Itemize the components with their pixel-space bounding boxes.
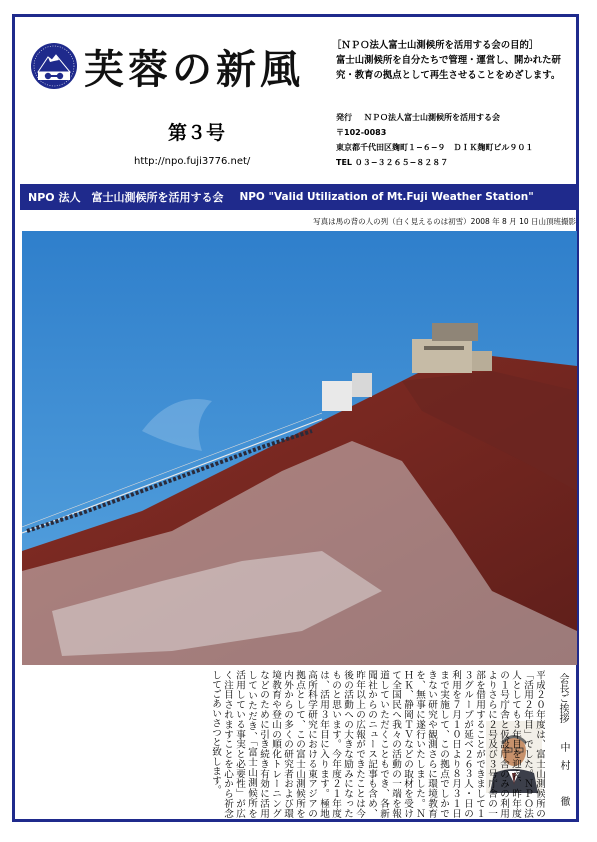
banner-org-en: NPO "Valid Utilization of Mt.Fuji Weather Station" [239, 191, 534, 203]
greeting-article: 平成２０年度は、富士山測候所の「活用２年目」でした。ＮＰＯ法人としても３年目を迎え、昨年度の１号庁舎と仮設庁舎のみの利用よりさらに２号及び３号庁舎の一部を借用することができまして１３グループが延べ２６３人・日の利用を７月１０日より８月３１日まで実施して、この拠点でしかできない研究や観測さらに環境教育を、無事に遂行いたしました。ＮＨＫ、静岡ＴＶなどの取材を受けて全国民へ我々の活動の一端を報道していただくこともでき、各新聞社からのニュース記事も含め、昨年以上の広報ができたことは今後の活動への大きな励みになったものと思います。今年度２１年度は、活用３年目に入ります。極地高所科学研究における東アジアの拠点として、この富士山測候所を内外からの多くの研究者および環境教育や登山の順化トレーニングなどのために引き続き有効に活用していただき、「富士山測候所を活用している事実と必要性」が広く注目されますことを心から祈念してごあいさつと致します。 [210, 670, 545, 818]
newsletter-title: 芙蓉の新風 [84, 46, 304, 93]
publisher-info [336, 110, 533, 170]
photo-caption: 写真は馬の背の人の列（白く見えるのは初雪）2008 年 8 月 10 日山頂班撮影 [313, 217, 576, 226]
publisher-postal: 〒102-0083 [336, 128, 387, 137]
purpose-title: ［ＮＰＯ法人富士山測候所を活用する会の目的］ [332, 40, 539, 51]
greeting-author: 中村 徹 [558, 742, 569, 814]
summit-photo [22, 231, 577, 665]
greeting-heading: 会長ご挨拶 [557, 673, 568, 723]
organization-banner [20, 184, 577, 210]
purpose-body: 富士山測候所を自分たちで管理・運営し、開かれた研究・教育の拠点として再生させることをめざします。 [336, 55, 561, 81]
publisher-name: ＮＰＯ法人富士山測候所を活用する会 [364, 113, 500, 122]
website-link[interactable]: http://npo.fuji3776.net/ [134, 156, 251, 167]
issue-number: 第３号 [168, 122, 226, 144]
banner-org-ja: NPO 法人 富士山測候所を活用する会 [28, 191, 224, 204]
publisher-tel: TEL ０３−３２６５−８２８７ [336, 158, 449, 167]
fuji-logo-icon [30, 42, 78, 90]
purpose-statement [332, 38, 574, 83]
publisher-row [336, 110, 533, 125]
publisher-label: 発行 [336, 113, 352, 122]
publisher-address: 東京都千代田区麹町１−６−９ ＤＩＫ麹町ビル９０１ [336, 143, 534, 152]
